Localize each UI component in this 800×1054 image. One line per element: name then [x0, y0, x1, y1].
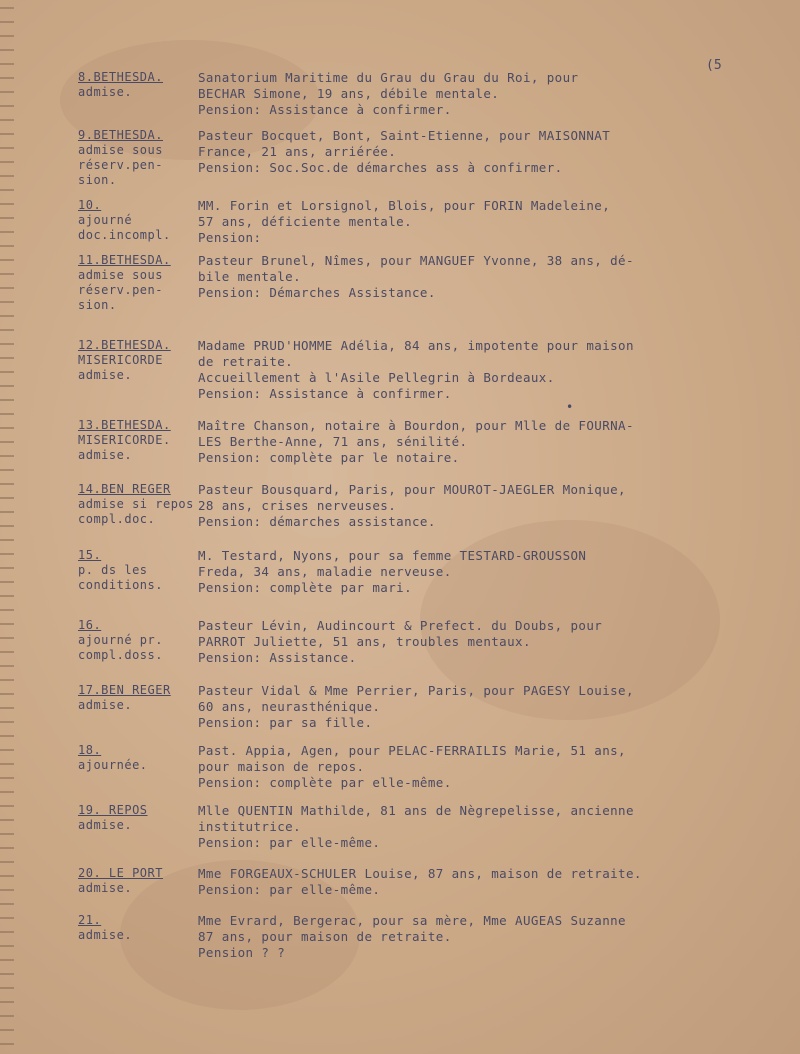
entry-status-line: admise.	[78, 818, 133, 832]
entry-detail-line: Pasteur Bocquet, Bont, Saint-Etienne, pour MAISONNAT	[198, 128, 611, 143]
entry-detail-line: Pension: par elle-même.	[198, 882, 381, 897]
entry-number: 17.BEN REGER	[78, 683, 171, 697]
entry-details	[198, 548, 788, 596]
entry-detail-line: Pension: Assistance.	[198, 650, 357, 665]
entry-detail-line: Pasteur Lévin, Audincourt & Prefect. du Doubs, pour	[198, 618, 603, 633]
entry-detail-line: de retraite.	[198, 354, 294, 369]
entry-status-line: admise si repos	[78, 497, 194, 511]
entry-number: 10.	[78, 198, 102, 212]
entry-detail-line: Pension: Soc.Soc.de démarches ass à confirmer.	[198, 160, 563, 175]
entry-status	[78, 803, 196, 833]
entry-number: 13.BETHESDA.	[78, 418, 171, 432]
entry-details	[198, 683, 788, 731]
entry-status	[78, 198, 196, 243]
entry-status-line: admise.	[78, 881, 133, 895]
entry-details	[198, 338, 788, 402]
entry-status	[78, 743, 196, 773]
entry-detail-line: Pasteur Bousquard, Paris, pour MOUROT-JAEGLER Monique,	[198, 482, 626, 497]
entry-detail-line: Past. Appia, Agen, pour PELAC-FERRAILIS Marie, 51 ans,	[198, 743, 626, 758]
entry-detail-line: Pension: par sa fille.	[198, 715, 373, 730]
entry-detail-line: Mme FORGEAUX-SCHULER Louise, 87 ans, maison de retraite.	[198, 866, 642, 881]
entry-detail-line: Pension: Assistance à confirmer.	[198, 386, 452, 401]
entry-status-line: doc.incompl.	[78, 228, 171, 242]
entry-status-line: admise.	[78, 698, 133, 712]
entry-details	[198, 866, 788, 898]
entry-detail-line: Mme Evrard, Bergerac, pour sa mère, Mme AUGEAS Suzanne	[198, 913, 626, 928]
entry-detail-line: Pension: complète par mari.	[198, 580, 412, 595]
entry-details	[198, 618, 788, 666]
entry-detail-line: 57 ans, déficiente mentale.	[198, 214, 412, 229]
entry-detail-line: Madame PRUD'HOMME Adélia, 84 ans, impotente pour maison	[198, 338, 634, 353]
entry-number: 20. LE PORT	[78, 866, 163, 880]
entry-status-line: conditions.	[78, 578, 163, 592]
entry-status-line: admise.	[78, 85, 133, 99]
entry-detail-line: bile mentale.	[198, 269, 302, 284]
entry-detail-line: France, 21 ans, arriérée.	[198, 144, 397, 159]
entry-status-line: compl.doss.	[78, 648, 163, 662]
entry-status-line: ajourné	[78, 213, 133, 227]
entry-details	[198, 128, 788, 176]
entry-status	[78, 913, 196, 943]
entry-status-line: MISERICORDE	[78, 353, 163, 367]
entry-status-line: admise.	[78, 448, 133, 462]
entry-number: 16.	[78, 618, 102, 632]
entry-detail-line: Freda, 34 ans, maladie nerveuse.	[198, 564, 452, 579]
entry-detail-line: Maître Chanson, notaire à Bourdon, pour Mlle de FOURNA-	[198, 418, 634, 433]
entry-number: 21.	[78, 913, 102, 927]
entry-status-line: admise sous	[78, 143, 163, 157]
entry-status-line: ajourné pr.	[78, 633, 163, 647]
entry-status-line: MISERICORDE.	[78, 433, 171, 447]
entry-number: 9.BETHESDA.	[78, 128, 163, 142]
entry-status	[78, 618, 196, 663]
entry-status	[78, 338, 196, 383]
entry-detail-line: 87 ans, pour maison de retraite.	[198, 929, 452, 944]
entry-details	[198, 198, 788, 246]
entry-detail-line: Pension: Assistance à confirmer.	[198, 102, 452, 117]
entry-detail-line: Pension: par elle-même.	[198, 835, 381, 850]
entry-detail-line: BECHAR Simone, 19 ans, débile mentale.	[198, 86, 500, 101]
entry-number: 15.	[78, 548, 102, 562]
entry-status-line: ajournée.	[78, 758, 148, 772]
entry-status	[78, 482, 196, 527]
entry-detail-line: Pension:	[198, 230, 262, 245]
entry-status	[78, 128, 196, 188]
entry-detail-line: 60 ans, neurasthénique.	[198, 699, 381, 714]
entry-detail-line: LES Berthe-Anne, 71 ans, sénilité.	[198, 434, 468, 449]
entry-detail-line: institutrice.	[198, 819, 302, 834]
entry-details	[198, 743, 788, 791]
entry-details	[198, 418, 788, 466]
entry-status	[78, 683, 196, 713]
entry-detail-line: Sanatorium Maritime du Grau du Grau du Roi, pour	[198, 70, 579, 85]
entry-status-line: compl.doc.	[78, 512, 156, 526]
entry-number: 19. REPOS	[78, 803, 148, 817]
entry-number: 12.BETHESDA.	[78, 338, 171, 352]
entry-details	[198, 803, 788, 851]
ink-dot: •	[566, 400, 574, 414]
entry-detail-line: Pension: complète par elle-même.	[198, 775, 452, 790]
entry-detail-line: 28 ans, crises nerveuses.	[198, 498, 397, 513]
entry-details	[198, 253, 788, 301]
entry-detail-line: Accueillement à l'Asile Pellegrin à Bordeaux.	[198, 370, 555, 385]
entry-status	[78, 866, 196, 896]
entry-detail-line: Pension: Démarches Assistance.	[198, 285, 436, 300]
entry-status	[78, 253, 196, 313]
entry-status-line: admise.	[78, 928, 133, 942]
entry-detail-line: Mlle QUENTIN Mathilde, 81 ans de Nègrepelisse, ancienne	[198, 803, 634, 818]
entry-status-line: sion.	[78, 298, 117, 312]
entry-detail-line: Pension: démarches assistance.	[198, 514, 436, 529]
entry-detail-line: pour maison de repos.	[198, 759, 365, 774]
entry-status-line: sion.	[78, 173, 117, 187]
entry-details	[198, 913, 788, 961]
entry-detail-line: Pasteur Vidal & Mme Perrier, Paris, pour PAGESY Louise,	[198, 683, 634, 698]
entry-status-line: réserv.pen-	[78, 283, 163, 297]
entry-status	[78, 418, 196, 463]
entry-detail-line: PARROT Juliette, 51 ans, troubles mentaux.	[198, 634, 531, 649]
corner-mark: (5	[706, 58, 722, 73]
entry-number: 14.BEN REGER	[78, 482, 171, 496]
entry-detail-line: Pension: complète par le notaire.	[198, 450, 460, 465]
entry-detail-line: Pasteur Brunel, Nîmes, pour MANGUEF Yvonne, 38 ans, dé-	[198, 253, 634, 268]
entry-detail-line: MM. Forin et Lorsignol, Blois, pour FORIN Madeleine,	[198, 198, 611, 213]
entry-status-line: p. ds les	[78, 563, 148, 577]
entry-number: 18.	[78, 743, 102, 757]
entry-status	[78, 548, 196, 593]
entry-detail-line: Pension ? ?	[198, 945, 286, 960]
entry-status-line: admise sous	[78, 268, 163, 282]
entry-detail-line: M. Testard, Nyons, pour sa femme TESTARD-GROUSSON	[198, 548, 587, 563]
entry-details	[198, 70, 788, 118]
entry-number: 8.BETHESDA.	[78, 70, 163, 84]
entry-number: 11.BETHESDA.	[78, 253, 171, 267]
entry-status-line: admise.	[78, 368, 133, 382]
entry-details	[198, 482, 788, 530]
entry-status-line: réserv.pen-	[78, 158, 163, 172]
entry-status	[78, 70, 196, 100]
